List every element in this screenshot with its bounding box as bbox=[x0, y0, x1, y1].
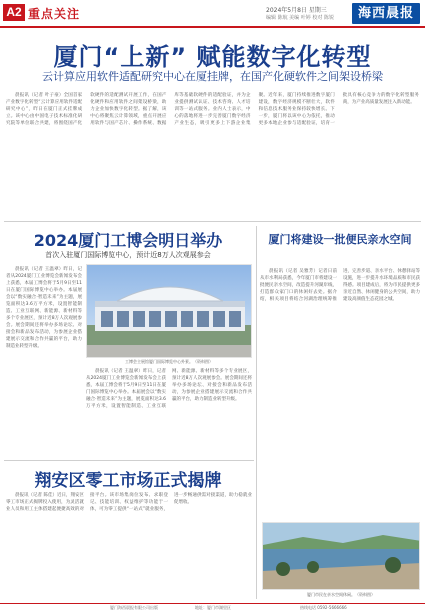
newspaper-logo: 海西晨报 bbox=[352, 3, 420, 24]
park-headline: 翔安区零工市场正式揭牌 bbox=[34, 471, 222, 491]
trade-body-text: 晨报讯（记者 吴雅芳）记者日前从市水利局获悉，今年厦门市将建设一批便民亲水空间，改造提升河湖岸线，打造群众家门口的休闲好去处。据介绍，相关项目将结合河湖治理统筹推进，完善步道、亲水平台、休憩驿站等设施，进一步提升水环境品质和市民获得感。项目建成后，将为市民提供更多亲近自然、休闲健身的公共空间，助力建设高颜值生态花园之城。 bbox=[260, 269, 420, 302]
footer-hotline: 热线电话 0592-5666666 bbox=[300, 605, 347, 610]
trade-photo-image bbox=[263, 523, 420, 590]
trade-headline: 厦门将建设一批便民亲水空间 bbox=[268, 233, 412, 246]
lead-headline: 厦门“上新” 赋能数字化转型 bbox=[53, 43, 372, 71]
trade-photo bbox=[262, 522, 420, 590]
trade-body bbox=[260, 268, 420, 518]
footer-publisher: 厦门海西晨报有限公司出版 bbox=[110, 605, 158, 610]
expo-body-continued bbox=[86, 368, 252, 454]
editors-line: 编辑 陈航 美编 叶婷 校对 陈锐 bbox=[266, 15, 334, 21]
expo-subhead: 首次入驻厦门国际博览中心，预计近8万人次观展参会 bbox=[45, 251, 211, 259]
expo-body bbox=[6, 266, 82, 454]
footer-address: 地址：厦门市湖里区 bbox=[195, 605, 231, 610]
expo-body-text-2: 晨报讯（记者 王温翠）昨日，记者从2024厦门工业博览会新闻发布会上获悉，本届工博会将于5月9日至11日在厦门国际博览中心举办。本届展会以“数实融合·智造未来”为主题，展览面积达3.6万平方米，设置智能制造、工业互联网、新能源、新材料等多个专业展区，预计近8万人次观展参会。展会期间还将举办多场论坛、对接会和新品发布活动，为参展企业搭建展示交流和合作共赢的平台，助力制造业转型升级。 bbox=[86, 369, 252, 409]
divider bbox=[4, 460, 254, 461]
page-number: A2 bbox=[3, 4, 25, 21]
date-line: 2024年5月8日 星期三 bbox=[266, 7, 327, 14]
expo-photo-image bbox=[87, 265, 252, 358]
lead-body-text: 晨报讯（记者 叶子豪）全国首家产业数字化转型“云计算应用软件适配研究中心”，昨日在厦门正式挂牌成立。该中心由中国电子技术标准化研究院等单位联合共建，将围绕国产化软硬件的适配测试开展工作，在国产化硬件和应用软件之间架设桥梁，助力企业加快数字化转型。据了解，该中心将聚焦云计算领域，重点开展应用软件与国产芯片、操作系统、数据库等基础软硬件的适配验证，并为企业提供测试认证、技术咨询、人才培训等一站式服务。业内人士表示，中心的落地将进一步完善厦门数字经济产业生态，吸引更多上下游企业集聚。近年来，厦门持续推进数字厦门建设，数字经济规模不断壮大，软件和信息技术服务业保持较快增长。下一步，厦门将以该中心为依托，推动更多本地企业参与适配验证，培育一批具有核心竞争力的数字化转型服务商，为产业高质量发展注入新动能。 bbox=[6, 93, 419, 126]
expo-headline: 2024厦门工博会明日举办 bbox=[33, 231, 223, 250]
divider bbox=[4, 221, 421, 222]
section-name: 重点关注 bbox=[28, 7, 81, 21]
park-body-text: 晨报讯（记者 陈佳）近日，翔安区零工市场正式揭牌投入使用，为灵活就业人员和用工主体搭建起便捷高效的对接平台。该市场集岗位发布、求职登记、技能培训、权益维护等功能于一体，可为零工提供“一站式”就业服务，进一步畅通供需对接渠道，助力稳就业促增收。 bbox=[6, 493, 252, 512]
lead-body bbox=[6, 92, 419, 216]
trade-photo-caption: 厦门市民在亲水空间休闲。（资料图） bbox=[307, 592, 375, 597]
expo-photo-caption: 工博会主展馆厦门国际博览中心外景。（资料图） bbox=[125, 359, 213, 364]
expo-photo bbox=[86, 264, 252, 358]
masthead bbox=[0, 0, 425, 28]
column-divider bbox=[256, 226, 257, 599]
park-body bbox=[6, 492, 252, 600]
expo-body-text: 晨报讯（记者 王温翠）昨日，记者从2024厦门工业博览会新闻发布会上获悉，本届工博会将于5月9日至11日在厦门国际博览中心举办。本届展会以“数实融合·智造未来”为主题，展览面积达3.6万平方米，设置智能制造、工业互联网、新能源、新材料等多个专业展区，预计近8万人次观展参会。展会期间还将举办多场论坛、对接会和新品发布活动，为参展企业搭建展示交流和合作共赢的平台，助力制造业转型升级。 bbox=[6, 267, 82, 349]
lead-subhead: 云计算应用软件适配研究中心在厦挂牌，在国产化硬软件之间架设桥梁 bbox=[42, 70, 383, 83]
page-footer bbox=[0, 603, 425, 611]
